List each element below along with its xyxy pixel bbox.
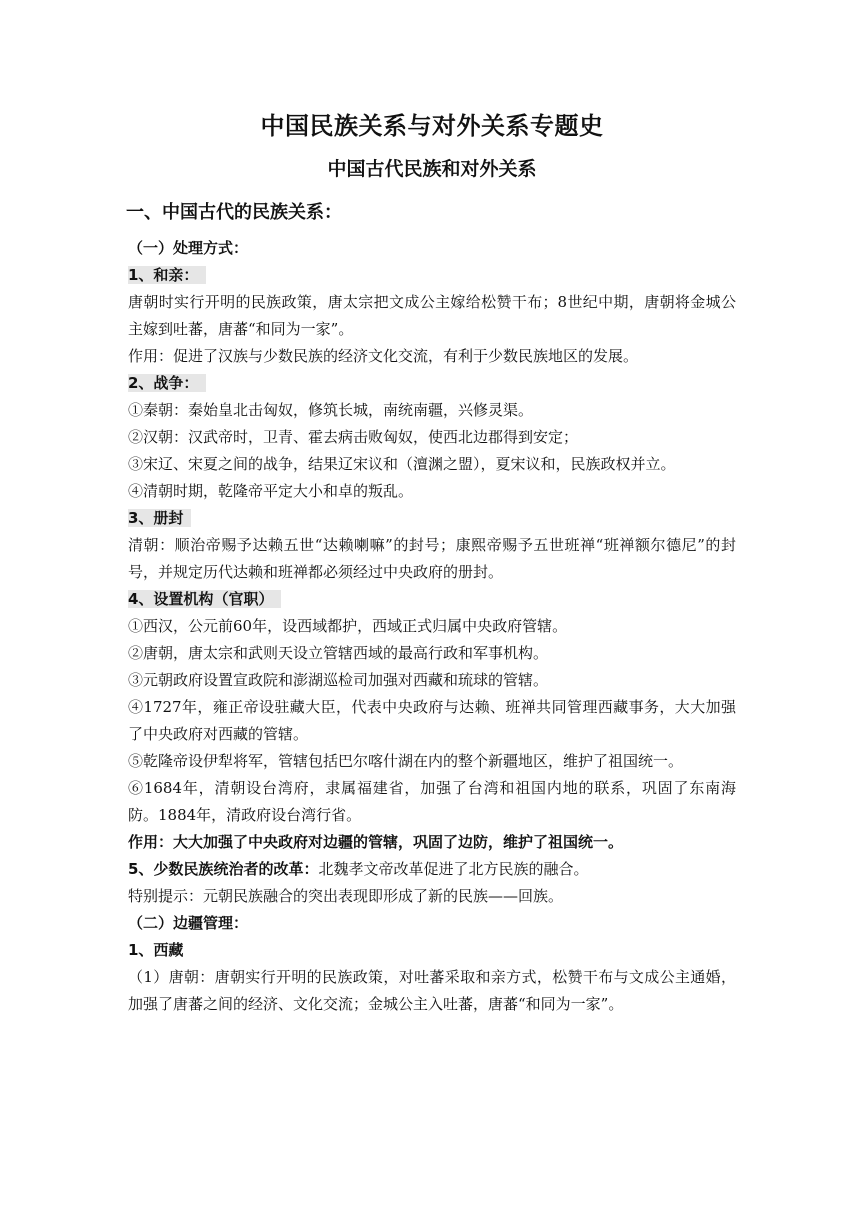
heading-xizang: 1、西藏: [128, 941, 184, 959]
paragraph-heqin: 唐朝时实行开明的民族政策，唐太宗把文成公主嫁给松赞干布；8世纪中期，唐朝将金城公主嫁到吐蕃，唐蕃“和同为一家”。: [128, 293, 736, 338]
paragraph-institution-4: ④1727年，雍正帝设驻藏大臣，代表中央政府与达赖、班禅共同管理西藏事务，大大加强了中央政府对西藏的管辖。: [128, 698, 736, 743]
paragraph-institution-6: ⑥1684年，清朝设台湾府，隶属福建省，加强了台湾和祖国内地的联系，巩固了东南海防。1884年，清政府设台湾行省。: [128, 779, 736, 824]
paragraph-xizang-tang: （1）唐朝：唐朝实行开明的民族政策，对吐蕃采取和亲方式，松赞干布与文成公主通婚，加强了唐蕃之间的经济、文化交流；金城公主入吐蕃，唐蕃“和同为一家”。: [128, 968, 736, 1013]
paragraph-war-qin: ①秦朝：秦始皇北击匈奴，修筑长城，南统南疆，兴修灵渠。: [128, 401, 534, 419]
paragraph-heqin-effect: 作用：促进了汉族与少数民族的经济文化交流，有利于少数民族地区的发展。: [128, 347, 639, 365]
paragraph-war-han: ②汉朝：汉武帝时，卫青、霍去病击败匈奴，使西北边郡得到安定；: [128, 428, 579, 446]
paragraph-cefeng: 清朝：顺治帝赐予达赖五世“达赖喇嘛”的封号；康熙帝赐予五世班禅“班禅额尔德尼”的封号，并规定历代达赖和班禅都必须经过中央政府的册封。: [128, 536, 736, 581]
heading-war-text: 2、战争：: [128, 374, 206, 392]
reform-text: 北魏孝文帝改革促进了北方民族的融合。: [318, 860, 589, 878]
document-subtitle: 中国古代民族和对外关系: [327, 158, 537, 180]
paragraph-institution-1: ①西汉，公元前60年，设西域都护，西域正式归属中央政府管辖。: [128, 617, 568, 635]
heading-cefeng-text: 3、册封: [128, 509, 191, 527]
paragraph-institution-effect: 作用：大大加强了中央政府对边疆的管辖，巩固了边防，维护了祖国统一。: [128, 833, 624, 851]
heading-cefeng: [128, 505, 736, 532]
paragraph-special-tip: 特别提示：元朝民族融合的突出表现即形成了新的民族——回族。: [128, 887, 564, 905]
paragraph-reform: [128, 856, 736, 883]
section-heading-ancient-ethnic-relations: 一、中国古代的民族关系：: [126, 202, 342, 223]
heading-institutions-text: 4、设置机构（官职）: [128, 590, 281, 608]
heading-heqin-text: 1、和亲：: [128, 266, 206, 284]
subsection-heading-frontier: （二）边疆管理：: [128, 914, 249, 932]
heading-heqin: [128, 262, 736, 289]
heading-institutions: [128, 586, 736, 613]
document-title: 中国民族关系与对外关系专题史: [260, 112, 604, 140]
paragraph-war-qing: ④清朝时期，乾隆帝平定大小和卓的叛乱。: [128, 482, 414, 500]
paragraph-institution-3: ③元朝政府设置宣政院和澎湖巡检司加强对西藏和琉球的管辖。: [128, 671, 549, 689]
heading-reform: 5、少数民族统治者的改革：: [128, 860, 319, 878]
paragraph-war-song: ③宋辽、宋夏之间的战争，结果辽宋议和（澶渊之盟），夏宋议和，民族政权并立。: [128, 455, 676, 473]
paragraph-institution-5: ⑤乾隆帝设伊犁将军，管辖包括巴尔喀什湖在内的整个新疆地区，维护了祖国统一。: [128, 752, 684, 770]
paragraph-institution-2: ②唐朝，唐太宗和武则天设立管辖西域的最高行政和军事机构。: [128, 644, 549, 662]
subsection-heading-methods: （一）处理方式：: [128, 239, 249, 257]
heading-war: [128, 370, 736, 397]
